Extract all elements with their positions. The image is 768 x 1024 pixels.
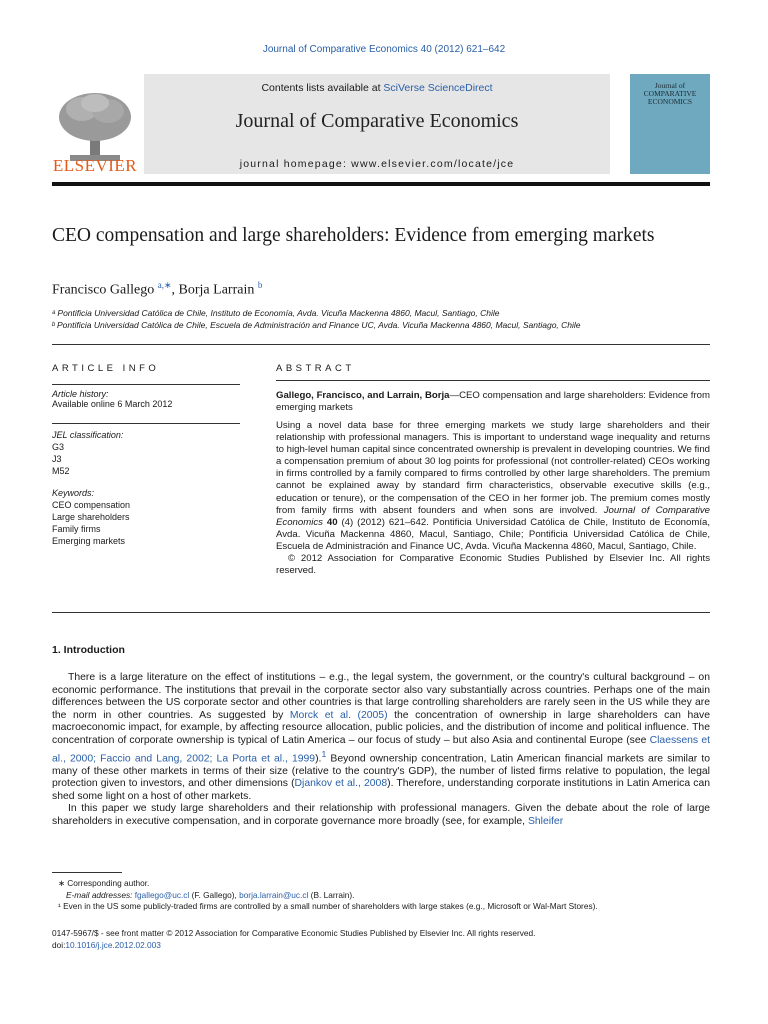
publisher-name: ELSEVIER: [52, 156, 138, 175]
affiliation-a: ᵃ Pontificia Universidad Católica de Chile, Instituto de Economía, Avda. Vicuña Mackenna 4860, Macul, Santiago, Chile: [52, 308, 500, 318]
section-divider: [52, 612, 710, 613]
citation-link[interactable]: Shleifer: [527, 816, 564, 827]
keyword: Family firms: [52, 524, 101, 534]
jel-label: JEL classification:: [52, 430, 124, 440]
corresponding-author-note: ∗ Corresponding author.: [58, 878, 150, 888]
keyword: Emerging markets: [52, 536, 126, 546]
abstract-citation-end: (4) (2012) 621–642. Pontificia Universidad Católica de Chile, Instituto de Economía, Avda. Vicuña Mackenna 4860, Macul, Santiago, Chile; Pontificia Universidad Católica de Chile, Escuela de Administración and Finance UC, Avda. Vicuña Mackenna 4860, Macul, Santiago, Chile.: [276, 516, 710, 552]
doi-label: doi:: [52, 939, 66, 950]
issn-line: 0147-5967/$ - see front matter © 2012 Association for Comparative Economic Studies Published by Elsevier Inc. All rights reserved.: [52, 928, 536, 938]
abstract-text: [276, 420, 710, 577]
author-list: [52, 280, 262, 299]
sciencedirect-link[interactable]: SciVerse ScienceDirect: [383, 82, 493, 94]
cover-title: Journal of COMPARATIVE ECONOMICS: [643, 81, 697, 106]
paragraph: [52, 803, 710, 828]
text-run: ).: [315, 753, 322, 765]
text-run: In this paper we study large shareholders and their relationship with professional managers. Given the debate about the role of large shareholders in executive compensation, and in corporate governance more broadly (see, for example,: [52, 803, 710, 827]
abstract-heading: ABSTRACT: [276, 363, 355, 374]
text-run: ). Therefore, understanding corporate institutions in Latin America can shed some light on a host of other markets.: [52, 778, 710, 802]
affiliation-b: ᵇ Pontificia Universidad Católica de Chile, Escuela de Administración and Finance UC, Avda. Vicuña Mackenna 4860, Macul, Santiago, Chile: [52, 320, 581, 330]
journal-banner: [144, 74, 610, 174]
email-link[interactable]: fgallego@uc.cl: [134, 889, 190, 900]
paragraph: [52, 672, 710, 803]
citation-link[interactable]: Djankov et al., 2008: [294, 778, 388, 790]
author-name: Francisco Gallego: [52, 282, 155, 298]
info-divider: [52, 384, 240, 385]
email-owner: (F. Gallego),: [189, 889, 240, 900]
journal-title: Journal of Comparative Economics: [235, 110, 519, 132]
abstract-divider: [276, 380, 710, 381]
abstract-copyright: © 2012 Association for Comparative Economic Studies Published by Elsevier Inc. All rights reserved.: [276, 553, 710, 577]
text-run: There is a large literature on the effect of institutions – e.g., the legal system, the government, or the country's cultural background – on economic performance. The institutions that prevail in the corporate sector also vary substantially across countries. Perhaps one of the main differences between the US corporate sector and other countries is that large controlling shareholders are rarely seen in the US while they are the norm in other countries. As suggested by: [52, 672, 710, 721]
jel-code: J3: [52, 454, 62, 464]
history-value: Available online 6 March 2012: [52, 399, 173, 409]
footnote-1: ¹ Even in the US some publicly-traded firms are controlled by a small number of shareholders with large stakes (e.g., Microsoft or Wal-Mart Stores).: [58, 901, 598, 911]
citation-title: —CEO compensation and large shareholders: Evidence from emerging markets: [276, 390, 710, 414]
article-info-heading: ARTICLE INFO: [52, 363, 160, 374]
journal-reference[interactable]: Journal of Comparative Economics 40 (2012) 621–642: [262, 44, 506, 55]
journal-homepage[interactable]: journal homepage: www.elsevier.com/locate/jce: [239, 158, 515, 170]
author-affiliation-link[interactable]: b: [257, 280, 263, 290]
jel-code: G3: [52, 442, 65, 452]
bottom-matter: [52, 928, 535, 951]
abstract-volume: 40: [326, 516, 338, 528]
article-title: CEO compensation and large shareholders: Evidence from emerging markets: [52, 225, 655, 246]
section-divider: [52, 344, 710, 345]
email-label: E-mail addresses:: [66, 889, 133, 900]
keyword: Large shareholders: [52, 512, 130, 522]
email-note: [52, 890, 712, 902]
abstract-body: Using a novel data base for three emerging markets we study large shareholders and their relationship with professional managers. This is important to understand wage inequality and returns to high-level human capital since concentrated ownership is prevalent in developing countries. We find a compensation premium of about 30 log points for professional (not controller-related) CEOs working in firms controlled by a family compared to firms controlled by other large shareholders. The premium cannot be explained away by standard firm characteristics, observable executive skills (e.g., education or tenure), or the compensation of the CEO in her former job. The premium comes mostly from family firms with absent founders and when sons are involved.: [276, 420, 710, 516]
doi-link[interactable]: 10.1016/j.jce.2012.02.003: [65, 939, 161, 950]
contents-line: [144, 82, 610, 94]
header-divider: [52, 182, 710, 186]
citation-link[interactable]: Morck et al. (2005): [289, 709, 388, 721]
journal-header: [52, 74, 710, 176]
footnote-divider: [52, 872, 122, 873]
article-history: [52, 389, 240, 409]
author-affiliation-link[interactable]: a,∗: [157, 280, 172, 290]
author-name: Borja Larrain: [178, 282, 255, 298]
abstract-citation: [276, 390, 710, 414]
keywords: [52, 487, 240, 547]
email-link[interactable]: borja.larrain@uc.cl: [239, 889, 309, 900]
author-separator: ,: [171, 282, 179, 298]
abstract-journal: Journal of Comparative Economics: [276, 504, 710, 528]
jel-classification: [52, 429, 240, 477]
footnote-link[interactable]: 1: [321, 748, 327, 759]
text-run: Beyond ownership concentration, Latin American financial markets are similar to many of these other markets in terms of their size (relative to the country's GDP), the number of listed firms relative to population, the legal protection given to investors, and other dimensions (: [52, 753, 710, 790]
section-heading: 1. Introduction: [52, 644, 125, 656]
introduction-text: [52, 672, 710, 829]
footnotes: [52, 878, 712, 913]
text-run: the concentration of ownership in large shareholders can have macroeconomic impact, for example, by affecting resource allocation, public policies, and the distribution of income and political influence. The concentration of corporate ownership is typical of Latin America – our focus of study – but also Asia and continental Europe (see: [52, 709, 711, 746]
info-divider: [52, 423, 240, 424]
doi-line: [52, 940, 535, 952]
citation-link[interactable]: Claessens et al., 2000; Faccio and Lang, 2002; La Porta et al., 1999: [52, 734, 710, 765]
citation-authors: Gallego, Francisco, and Larrain, Borja: [276, 390, 450, 401]
email-owner: (B. Larrain).: [308, 889, 355, 900]
keywords-label: Keywords:: [52, 488, 95, 498]
contents-prefix: Contents lists available at: [261, 82, 384, 94]
history-label: Article history:: [52, 389, 109, 399]
journal-cover-image: [630, 74, 710, 174]
keyword: CEO compensation: [52, 500, 131, 510]
jel-code: M52: [52, 466, 70, 476]
